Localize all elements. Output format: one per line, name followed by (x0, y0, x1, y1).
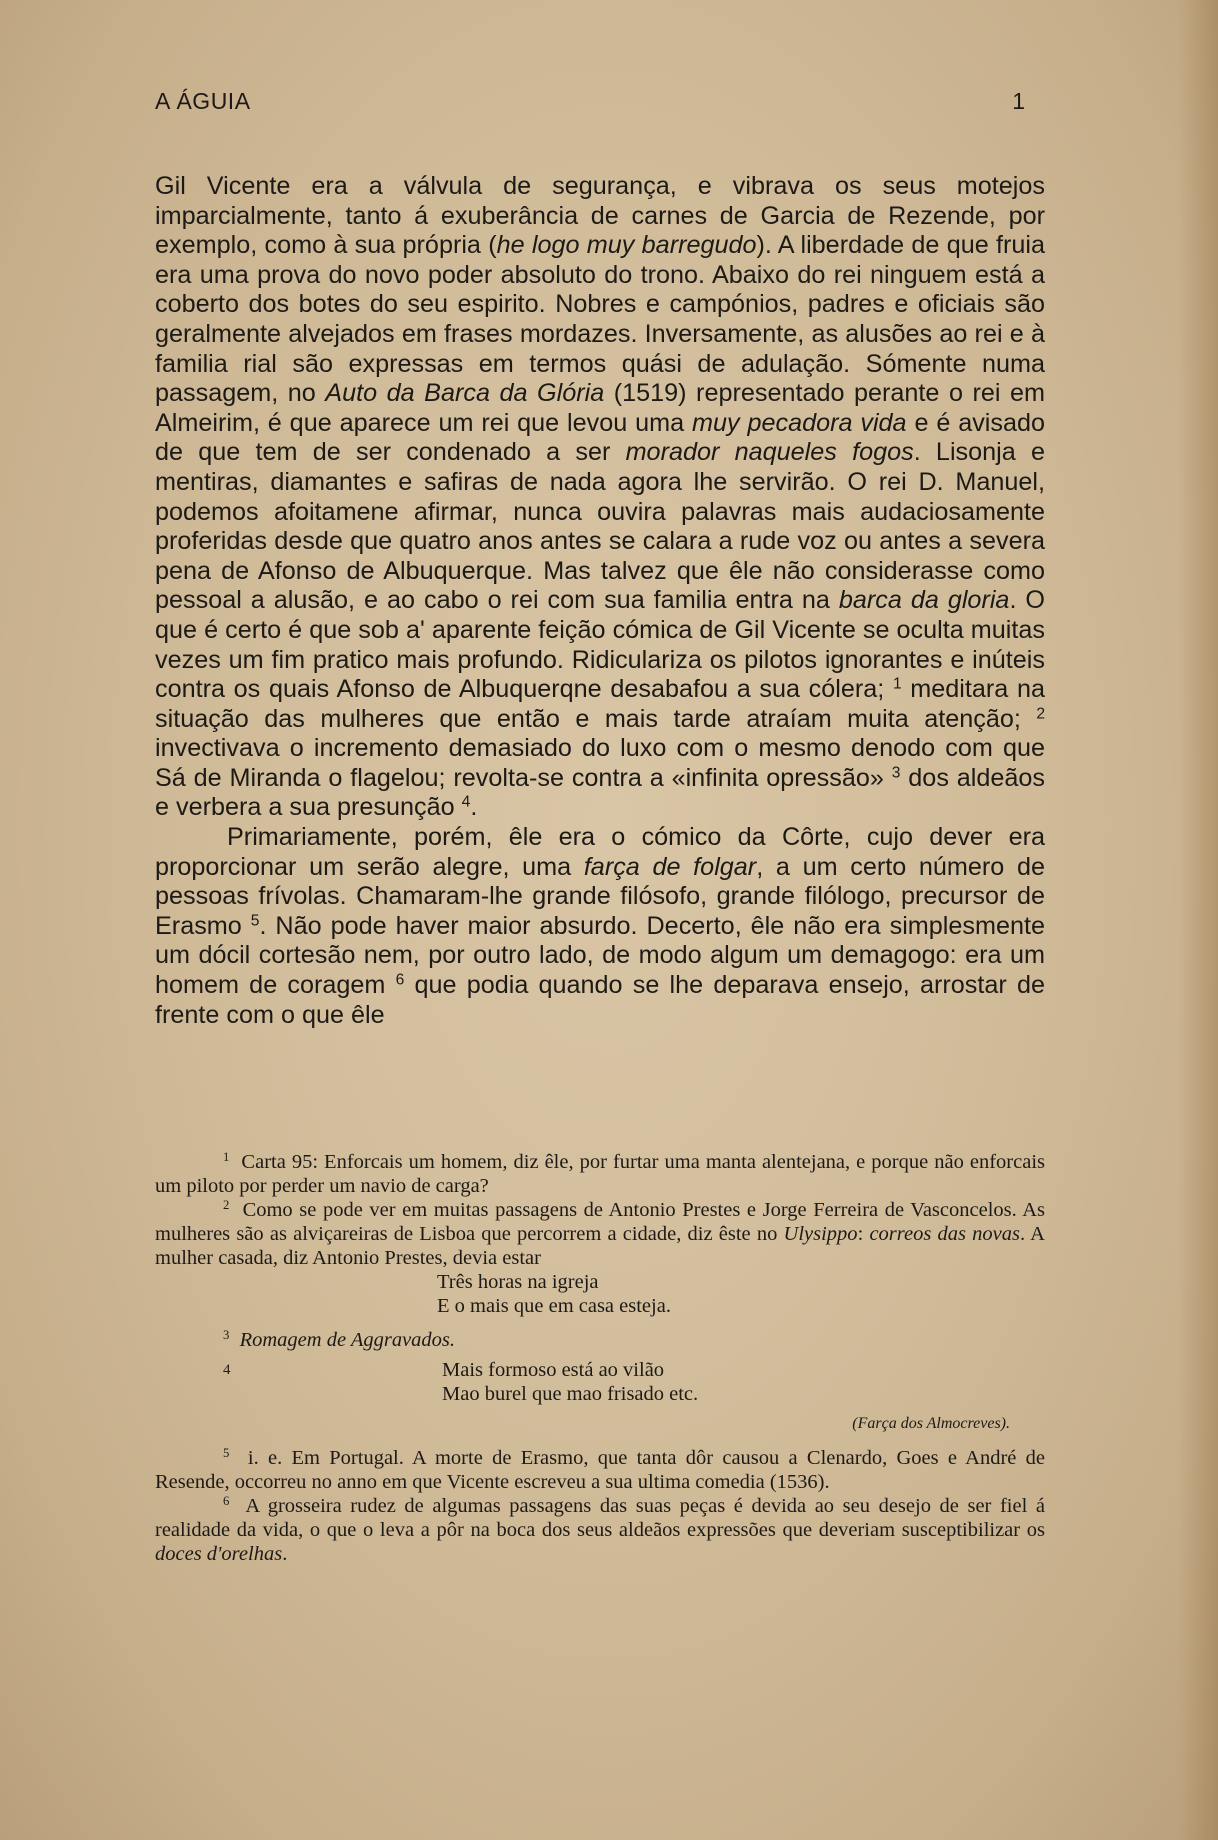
footnote-ref: 6 (395, 971, 405, 989)
text-run: . O que é certo é que sob a' aparente feição cómica de Gil Vicente se oculta muitas vezes um fim pratico mais profundo. Ridiculariza os pilotos ignorantes e inúteis contra os quais Afonso de Albuquerqne desabafou a sua cólera; (155, 586, 1046, 704)
footnote-2 (155, 1198, 1045, 1270)
italic-quote: barca da gloria (838, 586, 1010, 615)
verse-source: (Farça dos Almocreves). (852, 1415, 1010, 1432)
footnote-6 (155, 1494, 1045, 1566)
footnote-text: . (282, 1543, 288, 1565)
verse-line: Mais formoso está ao vilão (442, 1359, 665, 1381)
journal-title: A ÁGUIA (155, 88, 251, 114)
footnote-number: 4 (223, 1362, 231, 1378)
text-run: Gil Vicente era a válvula de segurança, e vibrava os seus motejos imparcialmente, tanto á exuberância de carnes de Garcia de Rezende, por exemplo, como à sua própria ( (155, 172, 1045, 260)
footnote-number: 1 (223, 1150, 230, 1165)
text-run: dos aldeãos e verbera a sua presunção (155, 763, 1046, 822)
footnote-text: i. e. Em Portugal. A morte de Erasmo, que tanta dôr causou a Clenardo, Goes e André de Resende, occorreu no anno em que Vicente escreveu a sua ultima comedia (1536). (155, 1447, 1045, 1493)
text-run: . (470, 793, 478, 822)
footnote-text: Como se pode ver em muitas passagens de Antonio Prestes e Jorge Ferreira de Vasconcelos. As mulheres são as alviçareiras de Lisboa que percorrem a cidade, diz êste no (155, 1199, 1045, 1245)
paragraph-2 (155, 823, 1045, 1030)
text-run: e é avisado de que tem de ser condenado a ser (155, 408, 1046, 467)
footnote-text: : (857, 1223, 870, 1245)
footnote-ref: 3 (891, 764, 901, 782)
verse-line: E o mais que em casa esteja. (437, 1295, 671, 1317)
italic-quote: he logo muy barregudo (496, 231, 757, 260)
main-text (155, 172, 1045, 1030)
footnote-number: 6 (223, 1494, 230, 1509)
footnote-text: . A mulher casada, diz Antonio Prestes, devia estar (155, 1223, 1045, 1269)
verse-line: Mao burel que mao frisado etc. (442, 1383, 699, 1405)
footnote-number: 2 (223, 1198, 230, 1213)
footnote-3 (155, 1328, 1045, 1352)
paragraph-1 (155, 172, 1045, 823)
text-run: , a um certo número de pessoas frívolas. Chamaram-lhe grande filósofo, grande filólogo, precursor de Erasmo (155, 852, 1046, 940)
play-title: Auto da Barca da Glória (325, 379, 605, 408)
text-run: invectivava o incremento demasiado do luxo com o mesmo denodo com que Sá de Miranda o flagelou; revolta-se contra a «infinita opressão» (155, 734, 1045, 792)
page-number: 1 (1012, 88, 1025, 114)
italic-quote: muy pecadora vida (692, 408, 907, 437)
verse-line: Três horas na igreja (437, 1271, 599, 1293)
footnote-1 (155, 1150, 1045, 1198)
italic-quote: farça de folgar (583, 852, 757, 881)
play-title: Romagem de Aggravados. (239, 1329, 456, 1351)
text-run: ). A liberdade de que fruia era uma prova do novo poder absoluto do trono. Abaixo do rei ninguem está a coberto dos botes do seu espirito. Nobres e campónios, padres e oficiais são geralmente alvejados em frases mordazes. Inversamente, as alusões ao rei e à familia rial são expressas em termos quási de adulação. Sómente numa passagem, no (155, 231, 1045, 408)
footnote-5 (155, 1446, 1045, 1494)
text-run: (1519) representado perante o rei em Almeirim, é que aparece um rei que levou uma (155, 379, 1045, 437)
footnote-text: Carta 95: Enforcais um homem, diz êle, por furtar uma manta alentejana, e porque não enforcais um piloto por perder um navio de carga? (155, 1151, 1046, 1197)
footnote-ref: 1 (892, 675, 902, 693)
footnote-number: 3 (223, 1328, 230, 1343)
footnote-number: 5 (223, 1446, 230, 1461)
footnote-ref: 2 (1036, 705, 1045, 723)
footnote-ref: 4 (461, 793, 471, 811)
book-title: Ulysippo (783, 1223, 858, 1245)
italic-quote: correos das novas (869, 1223, 1020, 1245)
footnotes (155, 1150, 1045, 1566)
text-run: meditara na situação das mulheres que então e mais tarde atraíam muita atenção; (155, 675, 1045, 733)
running-header (155, 88, 1025, 122)
footnote-ref: 5 (250, 912, 260, 930)
text-run: . Não pode haver maior absurdo. Decerto, êle não era simplesmente um dócil cortesão nem, por outro lado, de modo algum um demagogo: era um homem de coragem (155, 911, 1045, 1000)
text-run: Primariamente, porém, êle era o cómico da Côrte, cujo dever era proporcionar um serão alegre, uma (155, 823, 1045, 881)
text-run: que podia quando se lhe deparava ensejo, arrostar de frente com o que êle (155, 971, 1045, 1029)
page-edge-shadow (1178, 0, 1218, 1840)
text-run: . Lisonja e mentiras, diamantes e safiras de nada agora lhe servirão. O rei D. Manuel, podemos afoitamene afirmar, nunca ouvira palavras mais audaciosamente proferidas desde que quatro anos antes se calara a rude voz ou antes a severa pena de Afonso de Albuquerque. Mas talvez que êle não considerasse como pessoal a alusão, e ao cabo o rei com sua familia entra na (155, 438, 1045, 615)
italic-quote: morador naqueles fogos (625, 438, 914, 467)
footnote-4 (155, 1358, 1045, 1436)
italic-quote: doces d'orelhas (155, 1543, 283, 1565)
footnote-text: A grosseira rudez de algumas passagens das suas peças é devida ao seu desejo de ser fiel á realidade da vida, o que o leva a pôr na boca dos seus aldeãos expressões que deveriam susceptibilizar os (155, 1495, 1045, 1541)
